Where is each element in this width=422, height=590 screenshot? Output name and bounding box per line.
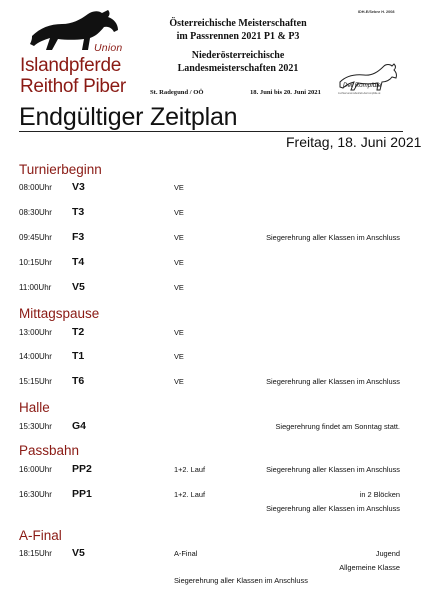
row-class: V5 — [72, 281, 85, 293]
section-afinal: A-Final — [19, 528, 62, 543]
sponsor-horse-icon — [334, 60, 400, 96]
row-class: V5 — [72, 547, 85, 559]
state-championship-title — [140, 50, 336, 75]
row-time: 16:30Uhr — [19, 490, 52, 499]
row-class: T2 — [72, 326, 85, 338]
page-title: Endgültiger Zeitplan — [19, 103, 238, 131]
row-note: Siegerehrung aller Klassen im Anschluss — [266, 504, 400, 513]
reference-number: IDH-E/Sebnr H. 2008 — [358, 10, 395, 14]
row-type: VE — [174, 258, 184, 267]
row-time: 08:30Uhr — [19, 208, 52, 217]
row-type: VE — [174, 328, 184, 337]
row-class: T1 — [72, 350, 85, 362]
championship-title — [140, 18, 336, 43]
row-type: VE — [174, 377, 184, 386]
logo-union-text: Union — [94, 42, 123, 54]
row-time: 15:30Uhr — [19, 422, 52, 431]
row-note: Allgemeine Klasse — [339, 563, 400, 572]
row-type: VE — [174, 352, 184, 361]
row-note: Jugend — [375, 549, 400, 558]
row-class: T4 — [72, 256, 85, 268]
section-passbahn: Passbahn — [19, 443, 80, 458]
row-time: 09:45Uhr — [19, 233, 52, 242]
event-place: St. Radegund / OÖ — [150, 89, 204, 96]
section-halle: Halle — [19, 400, 50, 415]
row-class: G4 — [72, 420, 87, 432]
row-class: T3 — [72, 206, 85, 218]
row-class: T6 — [72, 375, 85, 387]
title-divider — [19, 131, 403, 132]
row-type: 1+2. Lauf — [174, 465, 206, 474]
schedule-date: Freitag, 18. Juni 2021 — [286, 134, 422, 150]
row-type: VE — [174, 183, 184, 192]
logo-line-islandpferde: Islandpferde — [20, 55, 121, 76]
row-class: PP2 — [72, 463, 92, 475]
row-time: 18:15Uhr — [19, 549, 52, 558]
event-dates: 18. Juni bis 20. Juni 2021 — [250, 89, 321, 96]
row-type: 1+2. Lauf — [174, 490, 206, 499]
championship-title-line2: im Passrennen 2021 P1 & P3 — [176, 30, 300, 42]
row-note: Siegerehrung findet am Sonntag statt. — [275, 422, 400, 431]
row-time: 16:00Uhr — [19, 465, 52, 474]
row-class: V3 — [72, 181, 85, 193]
row-note: Siegerehrung aller Klassen im Anschluss — [266, 465, 400, 474]
section-turnierbeginn: Turnierbeginn — [19, 162, 102, 177]
row-note: Siegerehrung aller Klassen im Anschluss — [266, 377, 400, 386]
state-championship-line2: Landesmeisterschaften 2021 — [177, 62, 299, 74]
row-note: Siegerehrung aller Klassen im Anschluss — [266, 233, 400, 242]
row-note: in 2 Blöcken — [359, 490, 400, 499]
section-mittagspause: Mittagspause — [19, 306, 100, 321]
row-time: 14:00Uhr — [19, 352, 52, 361]
logo-line-reithof: Reithof Piber — [20, 76, 126, 97]
row-type: A-Final — [174, 549, 198, 558]
row-time: 15:15Uhr — [19, 377, 52, 386]
championship-title-line1: Österreichische Meisterschaften — [169, 18, 307, 29]
row-note: Siegerehrung aller Klassen im Anschluss — [174, 576, 308, 585]
sponsor-url: zuchtervereinsbetrieb-derrompfdie.at — [338, 92, 381, 95]
row-time: 10:15Uhr — [19, 258, 52, 267]
row-type: VE — [174, 283, 184, 292]
row-time: 08:00Uhr — [19, 183, 52, 192]
sponsor-name: Der Rompfdie — [343, 82, 382, 89]
row-time: 13:00Uhr — [19, 328, 52, 337]
state-championship-line1: Niederösterreichische — [191, 50, 285, 61]
row-type: VE — [174, 233, 184, 242]
row-class: F3 — [72, 231, 85, 243]
row-time: 11:00Uhr — [19, 283, 52, 292]
row-class: PP1 — [72, 488, 92, 500]
row-type: VE — [174, 208, 184, 217]
